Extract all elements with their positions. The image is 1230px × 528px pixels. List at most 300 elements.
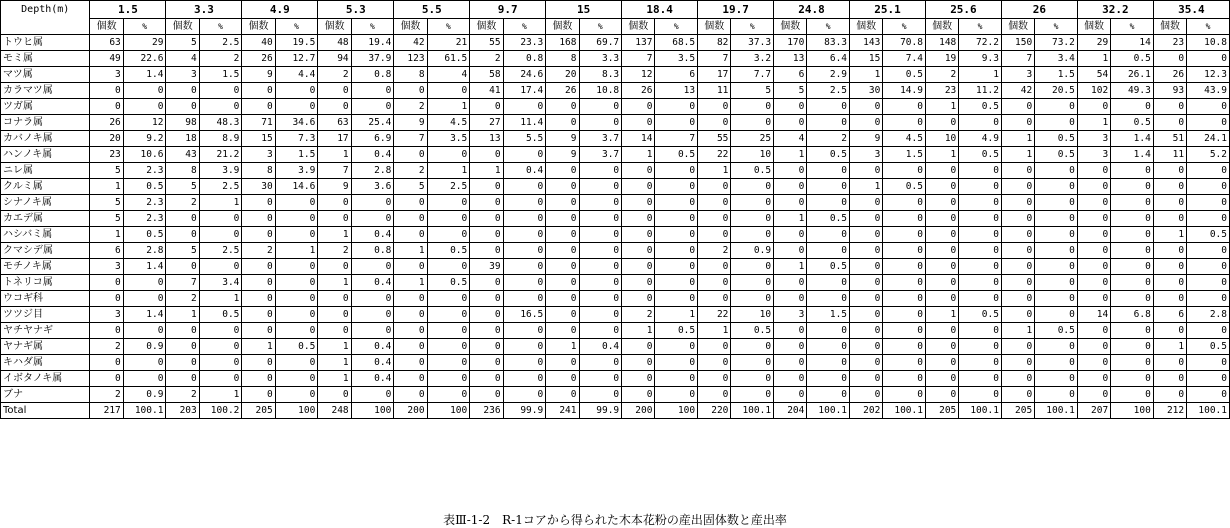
percent-cell: 19.4 (351, 35, 394, 51)
count-cell: 5 (90, 163, 123, 179)
percent-cell: 37.9 (351, 51, 394, 67)
count-cell: 0 (394, 387, 427, 403)
count-cell: 0 (166, 371, 199, 387)
percent-cell: 0 (731, 339, 774, 355)
count-cell: 1 (90, 179, 123, 195)
depth-value: 32.2 (1077, 1, 1153, 19)
count-cell: 0 (925, 387, 958, 403)
count-cell: 0 (850, 211, 883, 227)
count-cell: 0 (394, 211, 427, 227)
count-cell: 0 (1077, 371, 1110, 387)
percent-subheader: % (883, 19, 926, 35)
count-cell: 0 (394, 339, 427, 355)
taxon-name: モチノキ属 (1, 259, 90, 275)
taxon-row (1, 35, 1230, 51)
percent-cell: 0 (351, 291, 394, 307)
count-cell: 9 (546, 131, 579, 147)
percent-cell: 0 (1111, 259, 1154, 275)
count-cell: 0 (622, 195, 655, 211)
count-cell: 3 (90, 259, 123, 275)
percent-cell: 11.4 (503, 115, 546, 131)
count-cell: 236 (470, 403, 503, 419)
count-cell: 0 (242, 355, 275, 371)
percent-cell: 1.4 (123, 307, 166, 323)
count-cell: 2 (394, 99, 427, 115)
percent-cell: 0.9 (123, 387, 166, 403)
percent-cell: 0 (351, 259, 394, 275)
percent-cell: 100 (1111, 403, 1154, 419)
count-cell: 0 (622, 355, 655, 371)
percent-cell: 0 (959, 339, 1002, 355)
count-cell: 1 (546, 339, 579, 355)
count-cell: 2 (90, 339, 123, 355)
depth-value: 5.5 (394, 1, 470, 19)
percent-cell: 0 (1035, 227, 1078, 243)
percent-cell: 0 (503, 243, 546, 259)
count-subheader: 個数 (546, 19, 579, 35)
count-cell: 27 (470, 115, 503, 131)
count-cell: 23 (90, 147, 123, 163)
percent-cell: 0.4 (503, 163, 546, 179)
percent-cell: 0 (579, 179, 622, 195)
percent-cell: 0.5 (731, 323, 774, 339)
percent-cell: 2.3 (123, 195, 166, 211)
count-cell: 26 (90, 115, 123, 131)
count-cell: 3 (166, 67, 199, 83)
percent-cell: 10.8 (1187, 35, 1230, 51)
percent-cell: 0 (579, 323, 622, 339)
count-cell: 0 (546, 387, 579, 403)
count-cell: 5 (774, 83, 807, 99)
count-cell: 0 (546, 371, 579, 387)
count-cell: 0 (1153, 243, 1186, 259)
count-cell: 0 (546, 323, 579, 339)
taxon-row (1, 275, 1230, 291)
depth-value: 25.1 (850, 1, 926, 19)
count-cell: 0 (546, 99, 579, 115)
count-cell: 30 (242, 179, 275, 195)
count-cell: 0 (90, 323, 123, 339)
percent-cell: 0.5 (731, 163, 774, 179)
percent-cell: 14 (1111, 35, 1154, 51)
count-cell: 0 (1153, 179, 1186, 195)
count-cell: 3 (242, 147, 275, 163)
count-subheader: 個数 (242, 19, 275, 35)
percent-cell: 0 (1187, 163, 1230, 179)
count-cell: 0 (925, 339, 958, 355)
count-cell: 1 (1001, 323, 1034, 339)
percent-cell: 100 (655, 403, 698, 419)
count-cell: 0 (90, 99, 123, 115)
percent-cell: 0.5 (427, 243, 470, 259)
count-cell: 0 (318, 259, 351, 275)
count-cell: 18 (166, 131, 199, 147)
percent-cell: 0.5 (655, 323, 698, 339)
count-cell: 0 (698, 371, 731, 387)
count-cell: 0 (850, 195, 883, 211)
percent-subheader: % (655, 19, 698, 35)
percent-cell: 0 (959, 371, 1002, 387)
percent-cell: 100.2 (199, 403, 242, 419)
percent-cell: 0 (1187, 99, 1230, 115)
taxon-row (1, 163, 1230, 179)
percent-cell: 0 (655, 195, 698, 211)
count-cell: 40 (242, 35, 275, 51)
percent-cell: 0 (959, 387, 1002, 403)
count-cell: 0 (925, 371, 958, 387)
percent-cell: 0 (1111, 323, 1154, 339)
percent-cell: 0 (959, 259, 1002, 275)
count-cell: 1 (166, 307, 199, 323)
count-cell: 13 (774, 51, 807, 67)
percent-cell: 0 (503, 323, 546, 339)
percent-cell: 0 (731, 227, 774, 243)
taxon-name: マツ属 (1, 67, 90, 83)
depth-value: 15 (546, 1, 622, 19)
count-cell: 0 (698, 275, 731, 291)
count-cell: 22 (698, 147, 731, 163)
count-subheader: 個数 (318, 19, 351, 35)
percent-cell: 0 (1111, 211, 1154, 227)
percent-cell: 0 (351, 83, 394, 99)
count-cell: 55 (470, 35, 503, 51)
count-cell: 0 (90, 355, 123, 371)
count-cell: 0 (394, 307, 427, 323)
percent-cell: 0 (275, 259, 318, 275)
count-cell: 49 (90, 51, 123, 67)
count-subheader: 個数 (698, 19, 731, 35)
percent-cell: 8.3 (579, 67, 622, 83)
count-cell: 8 (242, 163, 275, 179)
count-subheader: 個数 (622, 19, 655, 35)
count-cell: 0 (1077, 195, 1110, 211)
count-cell: 1 (622, 147, 655, 163)
percent-cell: 0 (1035, 387, 1078, 403)
count-cell: 0 (242, 211, 275, 227)
count-cell: 0 (1001, 179, 1034, 195)
count-cell: 150 (1001, 35, 1034, 51)
percent-cell: 0.4 (351, 227, 394, 243)
taxon-name: ブナ (1, 387, 90, 403)
count-cell: 0 (925, 275, 958, 291)
count-cell: 0 (925, 195, 958, 211)
percent-cell: 0 (123, 83, 166, 99)
percent-cell: 0 (1187, 371, 1230, 387)
count-cell: 17 (318, 131, 351, 147)
count-cell: 0 (1153, 259, 1186, 275)
count-cell: 0 (1001, 259, 1034, 275)
percent-cell: 0 (199, 323, 242, 339)
percent-cell: 0 (275, 291, 318, 307)
percent-cell: 0 (807, 195, 850, 211)
count-cell: 0 (318, 211, 351, 227)
count-cell: 0 (90, 371, 123, 387)
percent-cell: 0 (123, 291, 166, 307)
count-cell: 43 (166, 147, 199, 163)
count-cell: 0 (1153, 371, 1186, 387)
taxon-row (1, 211, 1230, 227)
count-cell: 6 (1153, 307, 1186, 323)
percent-cell: 6 (655, 67, 698, 83)
count-cell: 0 (470, 275, 503, 291)
percent-cell: 0 (731, 371, 774, 387)
percent-cell: 0 (807, 355, 850, 371)
percent-cell: 0 (1187, 275, 1230, 291)
percent-cell: 0 (1111, 275, 1154, 291)
count-cell: 0 (242, 387, 275, 403)
percent-cell: 24.6 (503, 67, 546, 83)
count-cell: 26 (242, 51, 275, 67)
percent-cell: 0 (731, 355, 774, 371)
count-cell: 0 (470, 339, 503, 355)
count-cell: 12 (622, 67, 655, 83)
percent-cell: 0 (883, 387, 926, 403)
percent-cell: 0 (1035, 307, 1078, 323)
count-cell: 0 (166, 99, 199, 115)
count-cell: 8 (394, 67, 427, 83)
percent-cell: 0 (731, 275, 774, 291)
count-cell: 1 (1077, 51, 1110, 67)
percent-cell: 0.5 (427, 275, 470, 291)
percent-cell: 0 (275, 355, 318, 371)
count-subheader: 個数 (774, 19, 807, 35)
percent-cell: 0 (1035, 179, 1078, 195)
taxon-row (1, 371, 1230, 387)
count-cell: 0 (850, 259, 883, 275)
count-cell: 1 (774, 259, 807, 275)
percent-cell: 0 (731, 179, 774, 195)
count-cell: 205 (242, 403, 275, 419)
count-cell: 0 (774, 355, 807, 371)
count-cell: 241 (546, 403, 579, 419)
depth-value: 4.9 (242, 1, 318, 19)
count-cell: 1 (774, 211, 807, 227)
count-cell: 0 (394, 291, 427, 307)
percent-cell: 0 (959, 195, 1002, 211)
taxon-row (1, 131, 1230, 147)
count-subheader: 個数 (1001, 19, 1034, 35)
count-cell: 5 (394, 179, 427, 195)
percent-cell: 0 (1035, 355, 1078, 371)
percent-cell: 1.4 (1111, 147, 1154, 163)
count-cell: 0 (850, 339, 883, 355)
percent-cell: 0 (1035, 243, 1078, 259)
percent-cell: 0 (351, 387, 394, 403)
count-cell: 0 (318, 307, 351, 323)
count-cell: 0 (470, 371, 503, 387)
percent-cell: 0 (883, 371, 926, 387)
count-cell: 2 (166, 387, 199, 403)
percent-cell: 48.3 (199, 115, 242, 131)
count-cell: 0 (622, 243, 655, 259)
count-cell: 0 (1077, 211, 1110, 227)
count-cell: 217 (90, 403, 123, 419)
count-cell: 0 (622, 211, 655, 227)
percent-cell: 0 (1035, 339, 1078, 355)
count-cell: 0 (774, 115, 807, 131)
count-cell: 0 (925, 227, 958, 243)
percent-cell: 0 (503, 339, 546, 355)
count-cell: 0 (850, 291, 883, 307)
count-cell: 0 (1001, 387, 1034, 403)
count-cell: 0 (1077, 243, 1110, 259)
count-cell: 19 (925, 51, 958, 67)
percent-cell: 0 (275, 195, 318, 211)
percent-cell: 0 (731, 291, 774, 307)
percent-cell: 0 (351, 99, 394, 115)
total-row (1, 403, 1230, 419)
percent-cell: 0 (503, 179, 546, 195)
count-cell: 0 (470, 211, 503, 227)
percent-cell: 0 (427, 323, 470, 339)
percent-cell: 0.4 (351, 339, 394, 355)
count-cell: 7 (394, 131, 427, 147)
count-subheader: 個数 (90, 19, 123, 35)
percent-cell: 12 (123, 115, 166, 131)
percent-cell: 0 (579, 99, 622, 115)
count-cell: 0 (1001, 163, 1034, 179)
count-cell: 220 (698, 403, 731, 419)
count-cell: 0 (698, 211, 731, 227)
percent-cell: 19.5 (275, 35, 318, 51)
taxon-name: トウヒ属 (1, 35, 90, 51)
percent-cell: 0 (1035, 99, 1078, 115)
percent-cell: 0 (731, 211, 774, 227)
depth-value: 25.6 (925, 1, 1001, 19)
count-cell: 0 (470, 291, 503, 307)
taxon-name: シナノキ属 (1, 195, 90, 211)
percent-subheader: % (275, 19, 318, 35)
percent-cell: 0 (655, 179, 698, 195)
percent-cell: 0 (1187, 259, 1230, 275)
percent-cell: 11.2 (959, 83, 1002, 99)
percent-cell: 0 (503, 387, 546, 403)
count-cell: 0 (622, 275, 655, 291)
percent-cell: 9.3 (959, 51, 1002, 67)
percent-cell: 72.2 (959, 35, 1002, 51)
percent-cell: 0.5 (959, 307, 1002, 323)
table-caption: 表Ⅲ-1-2 R-1コアから得られた木本花粉の産出固体数と産出率 (443, 513, 787, 527)
count-cell: 0 (90, 275, 123, 291)
count-cell: 0 (1077, 227, 1110, 243)
percent-cell: 10 (731, 307, 774, 323)
count-cell: 0 (698, 387, 731, 403)
percent-cell: 0 (1111, 179, 1154, 195)
count-cell: 82 (698, 35, 731, 51)
count-cell: 26 (622, 83, 655, 99)
percent-cell: 69.7 (579, 35, 622, 51)
percent-cell: 0 (1187, 51, 1230, 67)
count-cell: 0 (394, 195, 427, 211)
percent-cell: 0 (807, 243, 850, 259)
percent-subheader: % (959, 19, 1002, 35)
percent-cell: 0 (427, 227, 470, 243)
count-cell: 0 (90, 83, 123, 99)
percent-cell: 0 (123, 275, 166, 291)
count-cell: 3 (1077, 131, 1110, 147)
percent-cell: 0.4 (351, 147, 394, 163)
percent-cell: 0 (1187, 211, 1230, 227)
count-cell: 2 (470, 51, 503, 67)
percent-cell: 0.8 (351, 243, 394, 259)
percent-cell: 0 (1187, 387, 1230, 403)
percent-cell: 0 (1035, 371, 1078, 387)
percent-cell: 21.2 (199, 147, 242, 163)
percent-cell: 0.8 (503, 51, 546, 67)
percent-cell: 0 (275, 211, 318, 227)
count-cell: 2 (90, 387, 123, 403)
percent-cell: 0 (655, 163, 698, 179)
percent-cell: 0 (731, 115, 774, 131)
percent-cell: 0 (1111, 291, 1154, 307)
count-cell: 1 (925, 99, 958, 115)
percent-cell: 0.8 (351, 67, 394, 83)
percent-cell: 4.9 (959, 131, 1002, 147)
count-cell: 41 (470, 83, 503, 99)
count-cell: 0 (546, 243, 579, 259)
percent-cell: 0 (199, 227, 242, 243)
count-cell: 1 (1001, 131, 1034, 147)
count-cell: 3 (1001, 67, 1034, 83)
percent-cell: 14.6 (275, 179, 318, 195)
taxon-name: カバノキ属 (1, 131, 90, 147)
percent-cell: 0 (579, 387, 622, 403)
percent-cell: 0 (883, 115, 926, 131)
count-cell: 0 (546, 275, 579, 291)
count-cell: 0 (925, 323, 958, 339)
percent-cell: 0 (351, 195, 394, 211)
count-cell: 2 (698, 243, 731, 259)
percent-cell: 1.5 (1035, 67, 1078, 83)
count-cell: 0 (774, 179, 807, 195)
percent-cell: 1 (275, 243, 318, 259)
count-cell: 15 (850, 51, 883, 67)
percent-cell: 1.5 (199, 67, 242, 83)
percent-cell: 0.9 (123, 339, 166, 355)
percent-cell: 0 (1187, 243, 1230, 259)
count-cell: 0 (698, 115, 731, 131)
count-cell: 93 (1153, 83, 1186, 99)
count-cell: 0 (622, 291, 655, 307)
count-cell: 0 (242, 259, 275, 275)
percent-cell: 20.5 (1035, 83, 1078, 99)
percent-cell: 0 (1111, 387, 1154, 403)
percent-cell: 2.9 (807, 67, 850, 83)
percent-cell: 0 (351, 211, 394, 227)
percent-cell: 0 (807, 339, 850, 355)
count-cell: 0 (850, 163, 883, 179)
percent-cell: 0 (883, 275, 926, 291)
percent-cell: 25.4 (351, 115, 394, 131)
percent-cell: 0 (275, 227, 318, 243)
taxon-name: クルミ属 (1, 179, 90, 195)
percent-cell: 0 (503, 371, 546, 387)
taxon-name: コナラ属 (1, 115, 90, 131)
percent-cell: 0 (579, 115, 622, 131)
percent-cell: 26.1 (1111, 67, 1154, 83)
percent-cell: 0 (123, 99, 166, 115)
percent-cell: 1 (655, 307, 698, 323)
count-cell: 5 (90, 211, 123, 227)
count-cell: 55 (698, 131, 731, 147)
percent-cell: 0 (427, 259, 470, 275)
percent-cell: 0 (503, 211, 546, 227)
percent-cell: 0 (1035, 115, 1078, 131)
percent-cell: 0 (427, 387, 470, 403)
percent-cell: 0 (883, 259, 926, 275)
percent-cell: 3.5 (427, 131, 470, 147)
percent-cell: 0.5 (959, 99, 1002, 115)
